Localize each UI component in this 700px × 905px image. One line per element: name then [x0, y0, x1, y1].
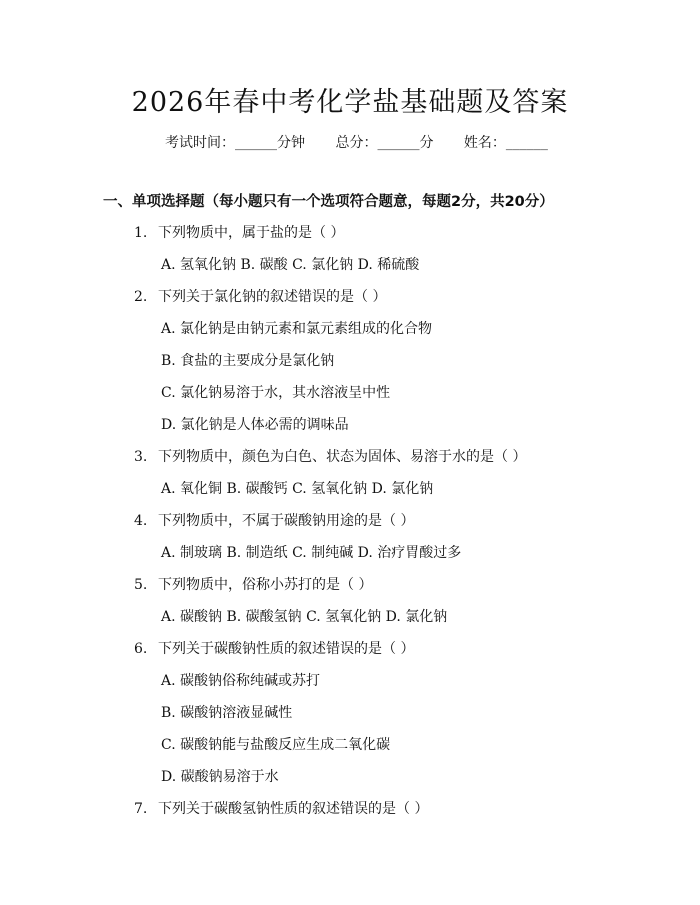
question-number: 5. — [134, 577, 148, 593]
exam-time-label: 考试时间： — [165, 135, 235, 151]
question-6-option-d: D. 碳酸钠易溶于水 — [161, 769, 279, 785]
question-text: 下列物质中，俗称小苏打的是（ ） — [158, 577, 373, 593]
exam-time — [165, 135, 305, 151]
question-6-option-b: B. 碳酸钠溶液显碱性 — [161, 705, 293, 721]
total-score — [335, 135, 433, 151]
exam-time-unit: 分钟 — [277, 135, 305, 151]
question-5 — [134, 574, 372, 594]
question-2-option-a: A. 氯化钠是由钠元素和氯元素组成的化合物 — [161, 321, 433, 337]
student-name-blank: ______ — [505, 135, 548, 151]
total-score-blank: ______ — [377, 135, 420, 151]
section-title: 一、单项选择题（每小题只有一个选项符合题意，每题2分，共20分） — [103, 194, 554, 210]
student-name — [464, 135, 548, 151]
question-6 — [134, 638, 414, 658]
question-6-option-a: A. 碳酸钠俗称纯碱或苏打 — [161, 673, 321, 689]
question-2-option-d: D. 氯化钠是人体必需的调味品 — [161, 417, 349, 433]
question-1-options: A. 氢氧化钠 B. 碳酸 C. 氯化钠 D. 稀硫酸 — [161, 257, 420, 273]
exam-time-blank: ______ — [235, 135, 277, 151]
question-1 — [134, 222, 344, 242]
question-7 — [134, 798, 428, 818]
total-score-unit: 分 — [419, 135, 434, 151]
question-number: 2. — [134, 289, 148, 305]
question-text: 下列物质中，颜色为白色、状态为固体、易溶于水的是（ ） — [158, 449, 527, 465]
student-name-label: 姓名： — [463, 135, 506, 151]
question-3-options: A. 氧化铜 B. 碳酸钙 C. 氢氧化钠 D. 氯化钠 — [161, 481, 434, 497]
question-text: 下列物质中，不属于碳酸钠用途的是（ ） — [158, 513, 415, 529]
question-number: 3. — [134, 449, 148, 465]
question-number: 1. — [134, 225, 148, 241]
question-text: 下列关于碳酸钠性质的叙述错误的是（ ） — [158, 641, 415, 657]
question-5-options: A. 碳酸钠 B. 碳酸氢钠 C. 氢氧化钠 D. 氯化钠 — [161, 609, 448, 625]
question-number: 7. — [134, 801, 148, 817]
page-title: 2026年春中考化学盐基础题及答案 — [131, 87, 569, 118]
question-6-option-c: C. 碳酸钠能与盐酸反应生成二氧化碳 — [161, 737, 391, 753]
question-number: 6. — [134, 641, 148, 657]
question-2-option-b: B. 食盐的主要成分是氯化钠 — [161, 353, 335, 369]
question-2 — [134, 286, 386, 306]
question-text: 下列关于氯化钠的叙述错误的是（ ） — [158, 289, 387, 305]
question-2-option-c: C. 氯化钠易溶于水，其水溶液呈中性 — [161, 385, 391, 401]
question-number: 4. — [134, 513, 148, 529]
question-text: 下列关于碳酸氢钠性质的叙述错误的是（ ） — [158, 801, 429, 817]
question-text: 下列物质中，属于盐的是（ ） — [158, 225, 345, 241]
total-score-label: 总分： — [335, 135, 378, 151]
question-4 — [134, 510, 414, 530]
question-3 — [134, 446, 526, 466]
exam-info-line — [165, 132, 574, 152]
question-4-options: A. 制玻璃 B. 制造纸 C. 制纯碱 D. 治疗胃酸过多 — [161, 545, 462, 561]
